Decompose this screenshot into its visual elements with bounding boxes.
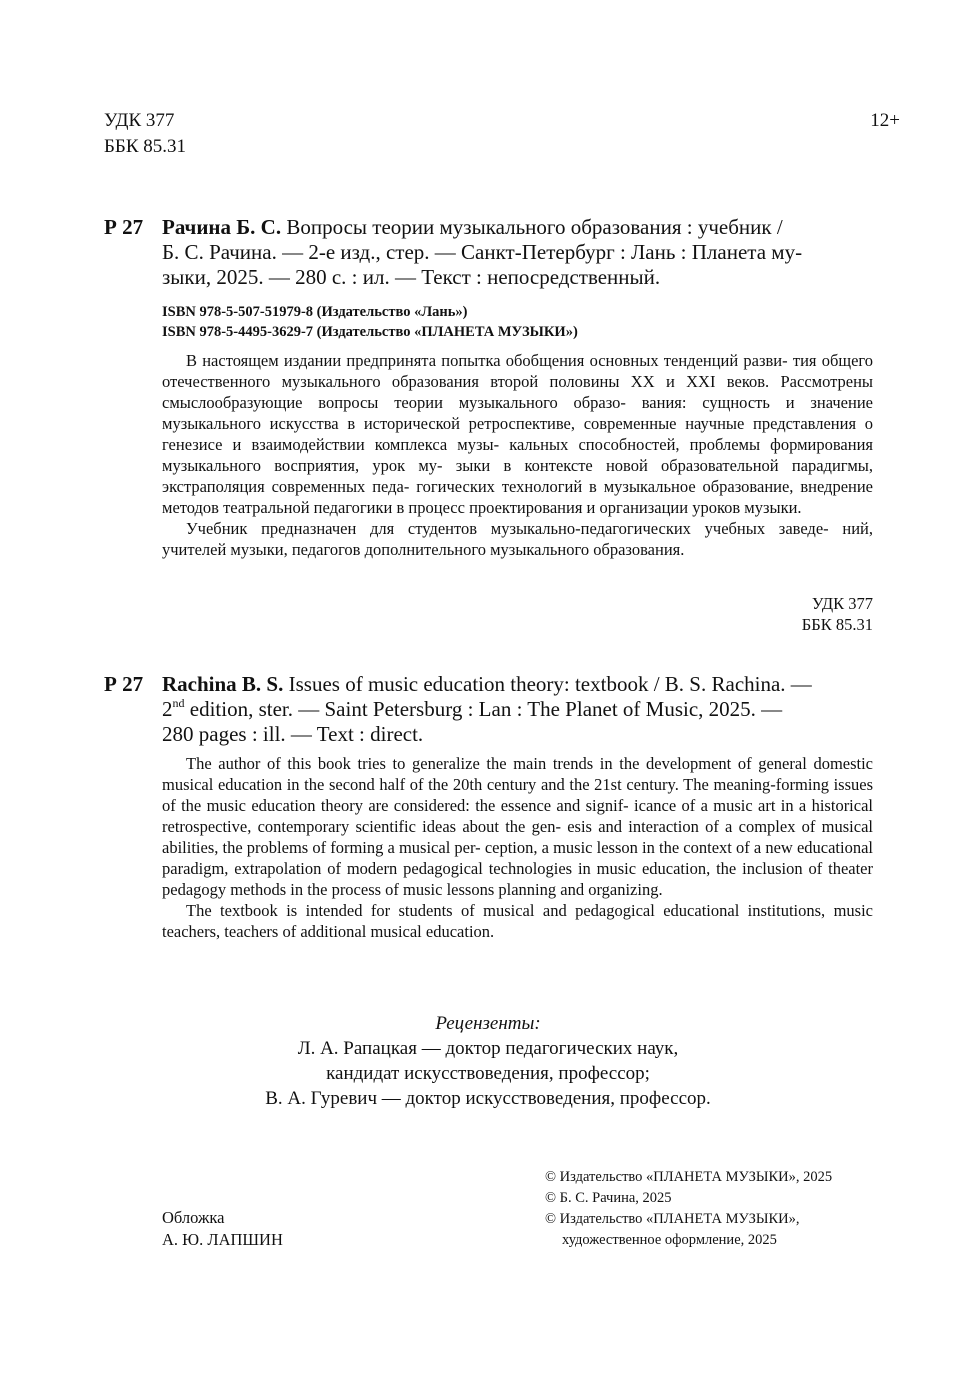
copyright-design: © Издательство «ПЛАНЕТА МУЗЫКИ», (545, 1211, 800, 1227)
abstract-ru-paragraph-2: Учебник предназначен для студентов музыкально-педагогических учебных заведе- ний, учителей музыки, педагогов дополнительного музыкального образования. (162, 519, 873, 559)
cover-artist: А. Ю. ЛАПШИН (162, 1230, 283, 1249)
classification-block-right (802, 593, 873, 635)
edition-suffix: nd (172, 696, 185, 710)
bibliographic-entry-en (162, 672, 873, 747)
age-rating: 12+ (870, 110, 900, 131)
reviewers-block (0, 1011, 976, 1111)
abstract-ru (162, 350, 873, 560)
abstract-en (162, 753, 873, 942)
copyright-design-continued: художественное оформление, 2025 (562, 1232, 777, 1248)
bibliographic-entry-ru (162, 215, 873, 290)
author-sign-ru: Р 27 (104, 215, 144, 239)
copyright-block (545, 1167, 832, 1251)
abstract-en-paragraph-2: The textbook is intended for students of musical and pedagogical educational institutions, music teachers, teachers of additional musical education. (162, 901, 874, 941)
udk-code-right: УДК 377 (811, 594, 873, 613)
title-ru-line3: зыки, 2025. — 280 с. : ил. — Текст : непосредственный. (162, 265, 661, 289)
author-name-en: Rachina B. S. (162, 672, 284, 696)
reviewers-heading: Рецензенты: (435, 1013, 541, 1034)
udk-code: УДК 377 (104, 110, 175, 131)
reviewer-1-continued: кандидат искусствоведения, профессор; (326, 1063, 650, 1084)
bbk-code-right: ББК 85.31 (801, 615, 873, 634)
abstract-en-paragraph-1: The author of this book tries to generalize the main trends in the development of general domestic musical education in the second half of the 20th century and the 21st century. The meaning-forming issues of the music education theory are considered: the essence and signif- icance of a music art in a historical retrospective, contemporary scientific ideas about the gen- esis and interaction of a complex of musical abilities, the problems of forming a musical per- ception, a music lesson in the context of a new educational paradigm, extrapolation of modern pedagogical technologies in music education, the inclusion of theater pedagogy methods in the process of music lessons planning and organizing. (162, 754, 874, 899)
title-ru-line2: Б. С. Рачина. — 2-е изд., стер. — Санкт-Петербург : Лань : Планета му- (162, 240, 803, 264)
author-name-ru: Рачина Б. С. (162, 215, 282, 239)
classification-block-top (104, 108, 186, 160)
cover-label: Обложка (162, 1208, 225, 1227)
abstract-ru-paragraph-1: В настоящем издании предпринята попытка обобщения основных тенденций разви- тия общего отечественного музыкального образования второй половины XX и XXI веков. Рассмотрены смыслообразующие вопросы теории музыкального образо- вания: сущность и значение музыкального искусства в исторической ретроспективе, современные научные представления о генезисе и взаимодействии комплекса музы- кальных способностей, проблемы формирования музыкального восприятия, урок му- зыки в контексте новой образовательной парадигмы, экстраполяция современных педа- гогических технологий в музыкальное образование, внедрение методов театральной педагогики в процесс проектирования и организации уроков музыки. (162, 351, 874, 517)
title-en-line1: Issues of music education theory: textbook / B. S. Rachina. — (283, 672, 812, 696)
isbn-planeta: ISBN 978-5-4495-3629-7 (Издательство «ПЛАНЕТА МУЗЫКИ») (162, 324, 578, 340)
title-ru-line1: Вопросы теории музыкального образования : учебник / (281, 215, 783, 239)
title-en-line2: edition, ster. — Saint Petersburg : Lan : The Planet of Music, 2025. — (184, 697, 783, 721)
reviewer-2: В. А. Гуревич — доктор искусствоведения, профессор. (265, 1088, 711, 1109)
author-sign-en: Р 27 (104, 672, 144, 696)
copyright-publisher: © Издательство «ПЛАНЕТА МУЗЫКИ», 2025 (545, 1169, 833, 1185)
edition-number: 2 (162, 697, 173, 721)
copyright-author: © Б. С. Рачина, 2025 (545, 1190, 672, 1206)
title-en-line3: 280 pages : ill. — Text : direct. (162, 722, 424, 746)
bbk-code: ББК 85.31 (104, 136, 186, 157)
reviewer-1: Л. А. Рапацкая — доктор педагогических наук, (297, 1038, 679, 1059)
isbn-block (162, 302, 578, 342)
isbn-lan: ISBN 978-5-507-51979-8 (Издательство «Лань») (162, 304, 468, 320)
cover-credit (162, 1207, 283, 1251)
